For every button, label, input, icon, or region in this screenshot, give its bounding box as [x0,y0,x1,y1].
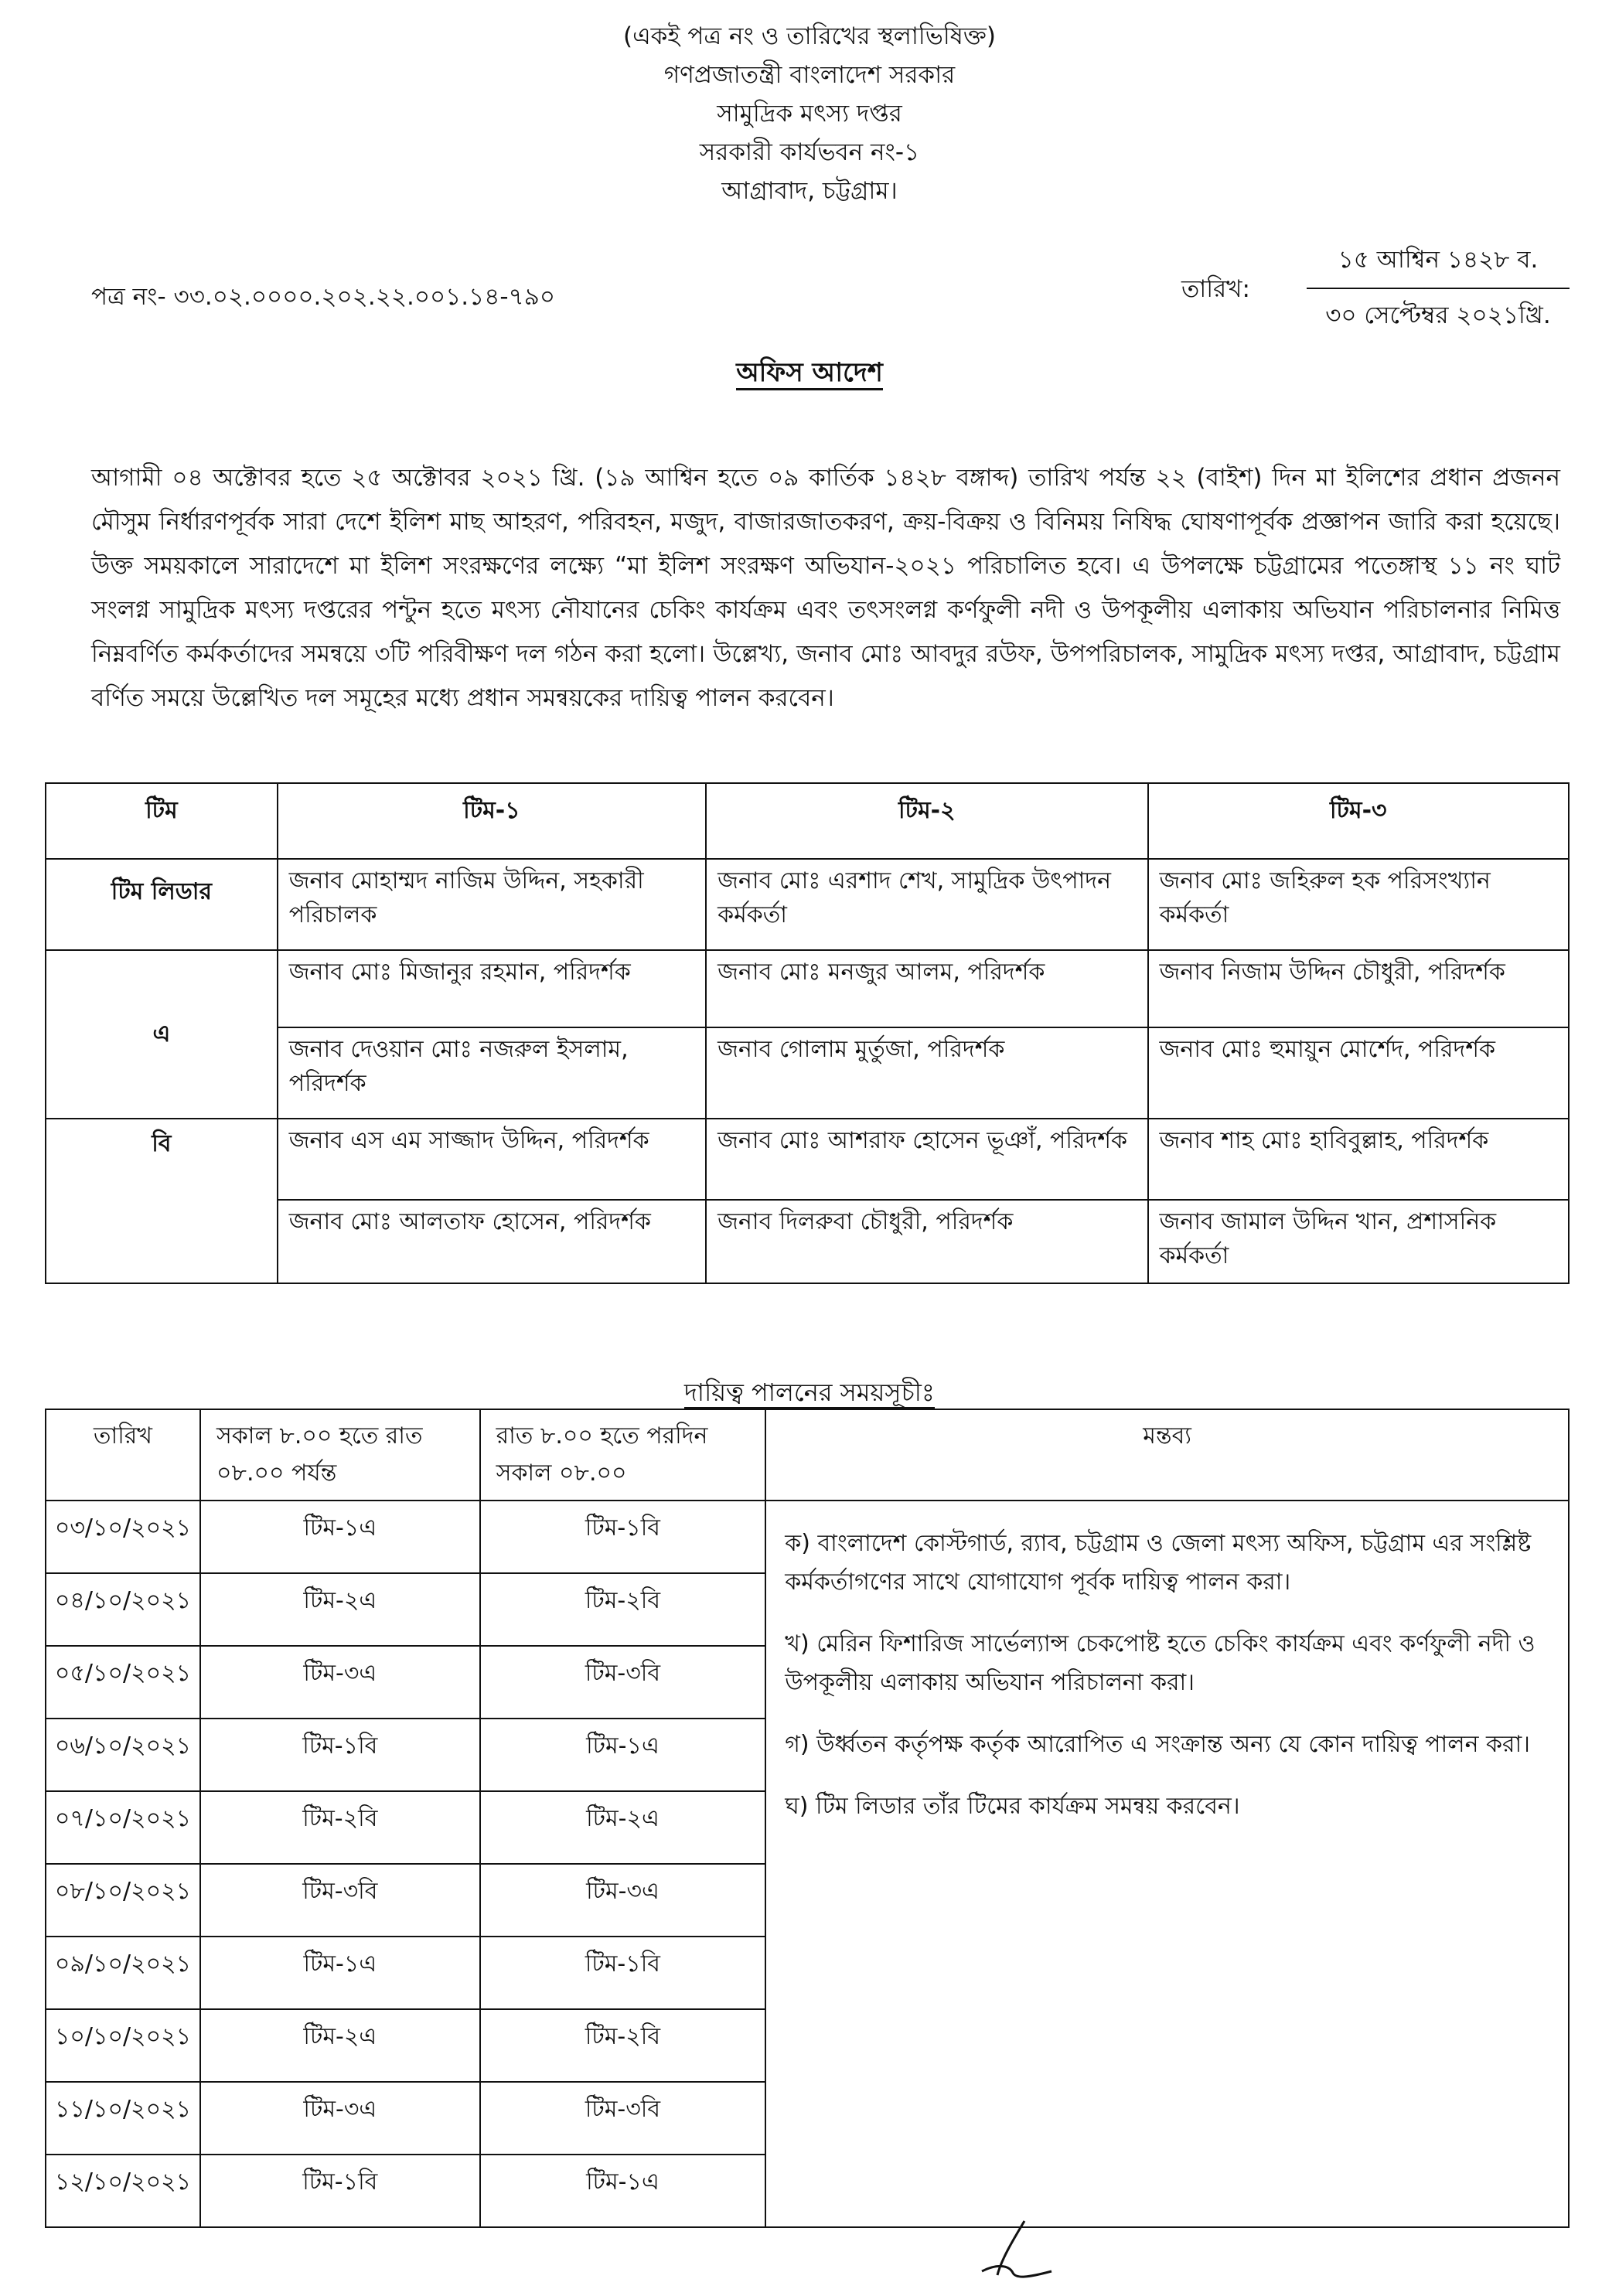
table-cell: জনাব মোঃ জহিরুল হক পরিসংখ্যান কর্মকর্তা [1148,859,1569,950]
table-cell: টিম-১এ [480,2155,766,2227]
remark-item: খ) মেরিন ফিশারিজ সার্ভেল্যান্স চেকপোষ্ট হতে চেকিং কার্যক্রম এবং কর্ণফুলী নদী ও উপকূলীয় এলাকায় অভিযান পরিচালনা করা। [785,1630,1535,1696]
table-cell: ০৫/১০/২০২১ [46,1646,200,1719]
table-cell: জনাব মোঃ মিজানুর রহমান, পরিদর্শক [278,950,706,1027]
table-cell: জনাব মোঃ হুমায়ুন মোর্শেদ, পরিদর্শক [1148,1027,1569,1119]
table-row [46,1119,1569,1200]
schedule-header [46,1409,1569,1501]
table-cell: জনাব গোলাম মুর্তুজা, পরিদর্শক [706,1027,1147,1119]
table-cell: টিম-৩এ [200,1646,480,1719]
signature-mark [966,2217,1075,2287]
remark-item: ক) বাংলাদেশ কোস্টগার্ড, র‌্যাব, চট্টগ্রাম ও জেলা মৎস্য অফিস, চট্টগ্রাম এর সংশ্লিষ্ট কর্মকর্তাগণের সাথে যোগাযোগ পূর্বক দায়িত্ব পালন করা। [785,1530,1532,1596]
team-table-header [46,783,1569,859]
date-bangla: ১৫ আশ্বিন ১৪২৮ ব. [1307,241,1570,289]
table-cell: টিম-২বি [480,1573,766,1646]
table-cell: জনাব মোঃ এরশাদ শেখ, সামুদ্রিক উৎপাদন কর্মকর্তা [706,859,1147,950]
page-title-text: অফিস আদেশ [736,357,883,390]
row-label-b: বি [46,1119,278,1283]
team-header-cell: টিম-৩ [1148,783,1569,859]
schedule-header-cell: তারিখ [46,1409,200,1501]
row-label-leader: টিম লিডার [46,859,278,950]
office-building: সরকারী কার্যভবন নং-১ [699,138,920,166]
table-cell: টিম-৩বি [480,2082,766,2155]
table-row [46,1501,1569,1573]
table-cell: ১২/১০/২০২১ [46,2155,200,2227]
table-cell: জনাব এস এম সাজ্জাদ উদ্দিন, পরিদর্শক [278,1119,706,1200]
row-label-a: এ [46,950,278,1119]
table-cell: টিম-১এ [200,1501,480,1573]
table-cell: টিম-২এ [480,1791,766,1864]
letterhead [0,17,1619,210]
schedule-header-cell: সকাল ৮.০০ হতে রাত ০৮.০০ পর্যন্ত [200,1409,480,1501]
supersession-note: (একই পত্র নং ও তারিখের স্থলাভিষিক্ত) [622,22,997,50]
remark-item: গ) উর্ধ্বতন কর্তৃপক্ষ কর্তৃক আরোপিত এ সংক্রান্ত অন্য যে কোন দায়িত্ব পালন করা। [785,1731,1530,1758]
schedule-table [45,1409,1570,2228]
team-header-cell: টিম [46,783,278,859]
schedule-header-cell: মন্তব্য [765,1409,1569,1501]
table-cell: টিম-২বি [480,2009,766,2082]
table-cell: ০৬/১০/২০২১ [46,1719,200,1791]
table-cell: টিম-১বি [480,1501,766,1573]
table-cell: ০৯/১০/২০২১ [46,1937,200,2009]
table-cell: ০৩/১০/২০২১ [46,1501,200,1573]
table-cell: টিম-৩বি [200,1864,480,1937]
remark-item: ঘ) টিম লিডার তাঁর টিমের কার্যক্রম সমন্বয় করবেন। [785,1793,1240,1820]
table-row [46,950,1569,1027]
table-cell: জনাব শাহ মোঃ হাবিবুল্লাহ, পরিদর্শক [1148,1119,1569,1200]
table-cell: ১১/১০/২০২১ [46,2082,200,2155]
table-cell: ১০/১০/২০২১ [46,2009,200,2082]
memo-number: পত্র নং- ৩৩.০২.০০০০.২০২.২২.০০১.১৪-৭৯০ [91,283,555,311]
table-cell: টিম-২বি [200,1791,480,1864]
team-header-cell: টিম-১ [278,783,706,859]
team-header-cell: টিম-২ [706,783,1147,859]
body-paragraph: আগামী ০৪ অক্টোবর হতে ২৫ অক্টোবর ২০২১ খ্রি. (১৯ আশ্বিন হতে ০৯ কার্তিক ১৪২৮ বঙ্গাব্দ) তারিখ পর্যন্ত ২২ (বাইশ) দিন মা ইলিশের প্রধান প্রজনন মৌসুম নির্ধারণপূর্বক সারা দেশে ইলিশ মাছ আহরণ, পরিবহন, মজুদ, বাজারজাতকরণ, ক্রয়-বিক্রয় ও বিনিময় নিষিদ্ধ ঘোষণাপূর্বক প্রজ্ঞাপন জারি করা হয়েছে। উক্ত সময়কালে সারাদেশে মা ইলিশ সংরক্ষণের লক্ষ্যে “মা ইলিশ সংরক্ষণ অভিযান-২০২১ পরিচালিত হবে। এ উপলক্ষে চট্টগ্রামের পতেঙ্গাস্থ ১১ নং ঘাট সংলগ্ন সামুদ্রিক মৎস্য দপ্তরের পন্টুন হতে মৎস্য নৌযানের চেকিং কার্যক্রম এবং তৎসংলগ্ন কর্ণফুলী নদী ও উপকূলীয় এলাকায় অভিযান পরিচালনার নিমিত্ত নিম্নবর্ণিত কর্মকর্তাদের সমন্বয়ে ৩টি পরিবীক্ষণ দল গঠন করা হলো। উল্লেখ্য, জনাব মোঃ আবদুর রউফ, উপপরিচালক, সামুদ্রিক মৎস্য দপ্তর, আগ্রাবাদ, চট্টগ্রাম বর্ণিত সময়ে উল্লেখিত দল সমূহের মধ্যে প্রধান সমন্বয়কের দায়িত্ব পালন করবেন। [91,464,1560,712]
table-row [46,859,1569,950]
department-name: সামুদ্রিক মৎস্য দপ্তর [717,100,902,128]
table-cell: টিম-১বি [200,1719,480,1791]
table-cell: টিম-২এ [200,1573,480,1646]
schedule-title-text: দায়িত্ব পালনের সময়সূচীঃ [684,1378,935,1407]
table-cell: টিম-১বি [480,1937,766,2009]
team-table [45,782,1570,1284]
table-cell: জনাব মোঃ আশরাফ হোসেন ভূঞাঁ, পরিদর্শক [706,1119,1147,1200]
date-label: তারিখ: [1181,275,1250,303]
table-cell: টিম-৩এ [200,2082,480,2155]
office-address: আগ্রাবাদ, চট্টগ্রাম। [721,177,898,205]
date-english: ৩০ সেপ্টেম্বর ২০২১খ্রি. [1325,301,1551,329]
table-cell: টিম-৩বি [480,1646,766,1719]
table-cell: জনাব দিলরুবা চৌধুরী, পরিদর্শক [706,1200,1147,1283]
remarks-cell [765,1501,1569,2227]
table-cell: জনাব মোহাম্মদ নাজিম উদ্দিন, সহকারী পরিচালক [278,859,706,950]
table-cell: টিম-২এ [200,2009,480,2082]
table-cell: ০৪/১০/২০২১ [46,1573,200,1646]
table-cell: জনাব জামাল উদ্দিন খান, প্রশাসনিক কর্মকর্তা [1148,1200,1569,1283]
table-cell: টিম-১এ [200,1937,480,2009]
table-cell: টিম-৩এ [480,1864,766,1937]
table-cell: ০৭/১০/২০২১ [46,1791,200,1864]
table-cell: জনাব দেওয়ান মোঃ নজরুল ইসলাম, পরিদর্শক [278,1027,706,1119]
table-cell: টিম-১বি [200,2155,480,2227]
government-name: গণপ্রজাতন্ত্রী বাংলাদেশ সরকার [663,61,956,89]
table-cell: টিম-১এ [480,1719,766,1791]
table-cell: জনাব মোঃ মনজুর আলম, পরিদর্শক [706,950,1147,1027]
table-cell: জনাব নিজাম উদ্দিন চৌধুরী, পরিদর্শক [1148,950,1569,1027]
page-title [0,353,1619,397]
table-cell: ০৮/১০/২০২১ [46,1864,200,1937]
schedule-header-cell: রাত ৮.০০ হতে পরদিন সকাল ০৮.০০ [480,1409,766,1501]
date-block [1307,241,1570,337]
table-cell: জনাব মোঃ আলতাফ হোসেন, পরিদর্শক [278,1200,706,1283]
